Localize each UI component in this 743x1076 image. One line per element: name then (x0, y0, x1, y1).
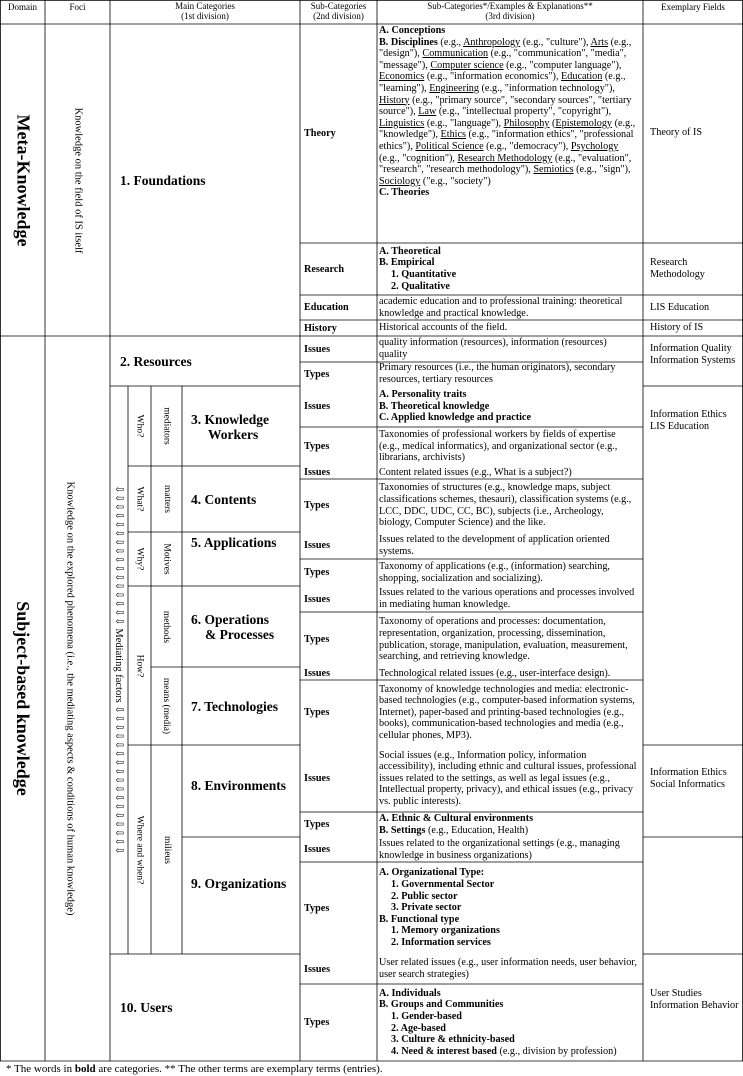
main-knowledge-workers: 3. Knowledge Workers (191, 412, 270, 442)
field-research: Research Methodology (650, 257, 705, 280)
main-resources: 2. Resources (120, 354, 192, 369)
sub-workers-types: Types (304, 441, 330, 452)
factor-matters: matters (161, 485, 172, 513)
users-types-text: A. Individuals B. Groups and Communities 1. Gender-based 2. Age-based 3. Culture & ethnicity-based 4. Need & interest based (e.g., division by profession) (379, 987, 617, 1057)
history-details: Historical accounts of the field. (379, 322, 508, 334)
sub-theory: Theory (304, 128, 336, 139)
field-environments: Information Ethics Social Informatics (650, 767, 727, 790)
research-details: A. Theoretical B. Empirical 1. Quantitative 2. Qualitative (379, 245, 457, 292)
header-main-categories: Main Categories (1st division) (175, 1, 235, 21)
sub-research: Research (304, 263, 344, 275)
resources-types-text: Primary resources (i.e., the human originators), secondary resources, tertiary resources (379, 362, 616, 385)
factor-milieus: milieus (161, 835, 172, 864)
theory-disciplines: B. Disciplines (e.g., Anthropology (e.g., "culture"), Arts (e.g., "design"), Communication (e.g., "communication", "media", "message"), Computer science (e.g., "computer language"), Economics (e.g., "information economics"), Education (e.g., "learning"), Engineering (e.g., "information technology"), History (e.g., "primary source", "secondary sources", "tertiary source"), Law (e.g., "intellectual property", "copyright"), Linguistics (e.g., "language"), Philosophy (Epistemology (e.g., "knowledge"), Ethics (e.g., "information ethics", "professional ethics"), Political Science (e.g., "democracy"), Psychology (e.g., "cognition"), Research Methodology (e.g., "evaluation", "research", "research methodology"), Semiotics (e.g., "sign"), Sociology ("e.g., "society") (379, 36, 636, 187)
footnote: * The words in bold are categories. ** The other terms are exemplary terms (entries). (6, 1063, 383, 1075)
sub-applications-types: Types (304, 567, 330, 578)
foci-subject: Knowledge on the explored phenomena (i.e., the mediating aspects & conditions of human knowledge) (64, 481, 76, 916)
main-organizations: 9. Organizations (191, 876, 287, 891)
sub-workers-issues: Issues (304, 401, 331, 412)
header-exemplary-fields: Exemplary Fields (661, 2, 725, 12)
sub-technologies-types: Types (304, 707, 330, 718)
sub-contents-issues: Issues (304, 467, 331, 478)
resources-issues-text: quality information (resources), information (resources) quality (379, 337, 607, 360)
sub-environments-types: Types (304, 819, 330, 830)
header-sub-sub-categories: Sub-Categories*/Examples & Explanations** (3rd division) (427, 1, 593, 21)
sub-users-types: Types (304, 1017, 330, 1028)
sub-contents-types: Types (304, 500, 330, 511)
foci-meta: Knowledge on the field of IS itself (72, 107, 83, 253)
operations-types-text: Taxonomy of operations and processes: documentation, representation, organization, processing, dissemination, publication, storage, manipulation, evaluation, measurement, searching, and retrieving knowledge. (379, 616, 628, 663)
workers-types-text: Taxonomies of professional workers by fields of expertise (e.g., medical informatics), and organizational sector (e.g., librarians, archivists) (379, 429, 618, 464)
organizations-issues-text: Issues related to the organizational settings (e.g., managing knowledge in business organizations) (379, 837, 620, 861)
field-resources: Information Quality Information Systems (650, 343, 736, 366)
main-applications: 5. Applications (191, 535, 277, 550)
sub-resources-issues: Issues (304, 343, 331, 355)
sub-organizations-types: Types (304, 902, 330, 914)
sub-organizations-issues: Issues (304, 844, 331, 855)
contents-issues-text: Content related issues (e.g., What is a subject?) (379, 466, 572, 478)
field-education: LIS Education (650, 302, 710, 313)
education-details: academic education and to professional training: theoretical knowledge and practical knowledge. (379, 295, 623, 319)
field-history: History of IS (650, 322, 704, 333)
domain-meta-knowledge: Meta-Knowledge (13, 114, 33, 246)
sub-operations-types: Types (304, 634, 330, 645)
field-workers: Information Ethics LIS Education (650, 409, 727, 432)
sub-operations-issues: Issues (304, 593, 331, 605)
question-what: What? (134, 486, 145, 512)
main-contents: 4. Contents (191, 492, 257, 507)
environments-issues-text: Social issues (e.g., Information policy, information accessibility), including ethnic and cultural issues, professional issues related to the settings, as well as legal issues (e.g., Intellectual property, privacy), and ethical issues (e.g., privacy vs. public interests). (379, 749, 637, 807)
factor-methods: methods (161, 610, 172, 643)
main-users: 10. Users (120, 1000, 173, 1015)
sub-environments-issues: Issues (304, 773, 331, 784)
question-why: Why? (134, 547, 145, 571)
applications-types-text: Taxonomy of applications (e.g., (information) searching, shopping, socialization and socializing). (379, 560, 610, 584)
main-technologies: 7. Technologies (191, 699, 279, 714)
table-header (0, 0, 743, 24)
header-sub-categories: Sub-Categories (2nd division) (310, 1, 367, 21)
applications-issues-text: Issues related to the development of application oriented systems. (379, 533, 610, 557)
field-theory: Theory of IS (650, 127, 703, 138)
users-issues-text: User related issues (e.g., user information needs, user behavior, user search strategies) (379, 957, 637, 980)
factor-means: means (media) (161, 677, 172, 735)
technologies-issues-text: Technological related issues (e.g., user-interface design). (379, 667, 611, 679)
sub-education: Education (304, 302, 349, 313)
technologies-types-text: Taxonomy of knowledge technologies and media: electronic-based technologies (e.g., computer-based information systems, Internet), paper-based and printing-based technologies (e.g., books), communication-based technologies and media (e.g., cellular phones, MP3). (379, 683, 635, 741)
main-foundations: 1. Foundations (120, 173, 206, 188)
domain-subject-based: Subject-based knowledge (13, 601, 33, 796)
environments-types-text: A. Ethnic & Cultural environments B. Settings (e.g., Education, Health) (379, 812, 534, 836)
sub-technologies-issues: Issues (304, 668, 331, 679)
sub-resources-types: Types (304, 368, 330, 380)
contents-types-text: Taxonomies of structures (e.g., knowledge maps, subject classifications schemes, thesauri), classification systems (e.g., LCC, DDC, UDC, CC, BC), subjects (i.e., Archeology, biology, Computer Science) and the like. (379, 482, 632, 529)
main-operations-processes: 6. Operations & Processes (191, 612, 275, 642)
sub-history: History (304, 322, 337, 334)
header-domain: Domain (8, 2, 37, 12)
factor-mediators: mediators (161, 407, 172, 445)
field-users: User Studies Information Behavior (650, 988, 739, 1011)
mediating-factors-label: ⇩⇩⇩⇩⇩⇩⇩⇩⇩⇩⇩⇩⇩⇩⇩⇩ Mediating factors ⇩⇩⇩⇩⇩⇩⇩⇩⇩⇩⇩⇩⇩⇩⇩⇩⇩ (113, 485, 124, 855)
sub-users-issues: Issues (304, 963, 331, 975)
question-where-when: Where and when? (134, 815, 145, 884)
header-foci: Foci (69, 2, 86, 12)
operations-issues-text: Issues related to the various operations and processes involved in mediating human knowledge. (379, 587, 635, 610)
organizations-types-text: A. Organizational Type: 1. Governmental Sector 2. Public sector 3. Private sector B. Functional type 1. Memory organizations 2. Information services (379, 867, 500, 948)
sub-applications-issues: Issues (304, 540, 331, 551)
workers-issues-text: A. Personality traits B. Theoretical knowledge C. Applied knowledge and practice (379, 389, 531, 424)
question-how: How? (134, 654, 145, 677)
factor-motives: Motives (161, 543, 172, 575)
question-who: Who? (134, 414, 145, 438)
theory-details: A. Conceptions B. Disciplines (e.g., Anthropology (e.g., "culture"), Arts (e.g., "design"), Communication (e.g., "communication", "media", "message"), Computer science (e.g., "computer language"), Economics (e.g., "information economics"), Education (e.g., "learning"), Engineering (e.g., "information technology"), History (e.g., "primary source", "secondary sources", "tertiary source"), Law (e.g., "intellectual property", "copyright"), Linguistics (e.g., "language"), Philosophy (Epistemology (e.g., "knowledge"), Ethics (e.g., "information ethics", "professional ethics"), Political Science (e.g., "democracy"), Psychology (e.g., "cognition"), Research Methodology (e.g., "evaluation", "research", "research methodology"), Semiotics (e.g., "sign"), Sociology ("e.g., "society") C. Theories (379, 25, 636, 199)
main-environments: 8. Environments (191, 778, 287, 793)
